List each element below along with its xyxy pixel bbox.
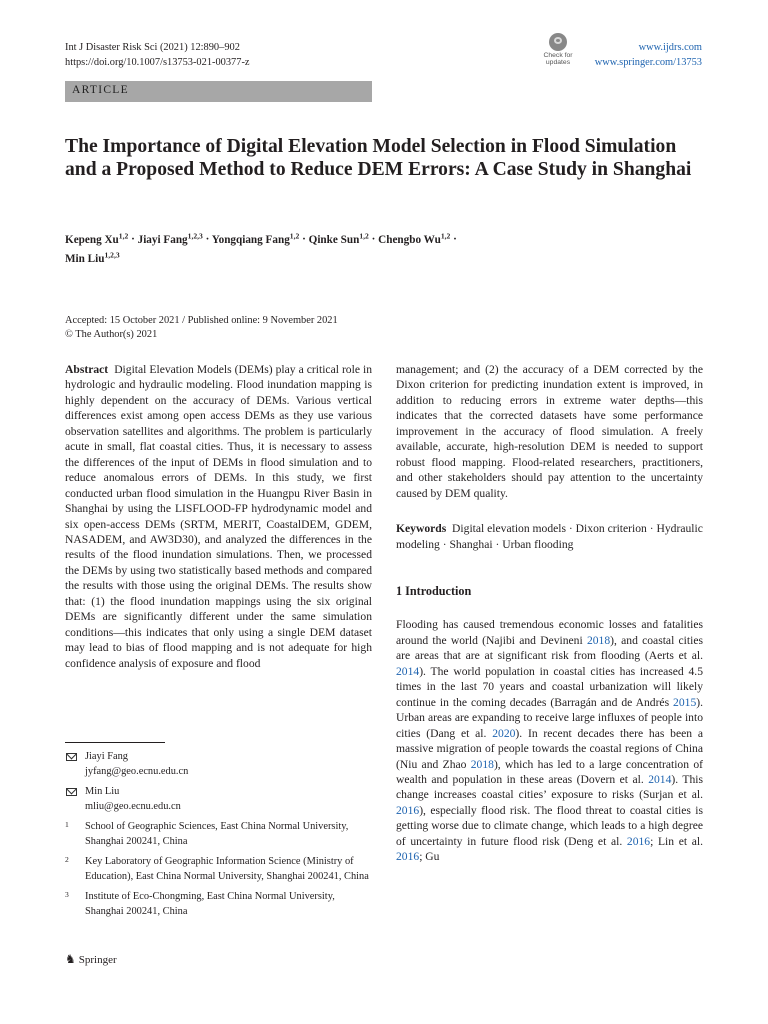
abstract-text-left: Digital Elevation Models (DEMs) play a critical role in hydrologic and hydraulic modeling. Flood inundation mapping is highly dependent on the accuracy of DEMs. Various vertical differences exist among open access DEMs as they use various observation satellites and algorithms. The problem is particularly acute in small, flat coastal cities. Thus, it is necessary to assess the differences of the input of DEMs in flood simulation and to reduce anomalous errors of DEMs. In this study, we first conducted urban flood simulation in the Huangpu River Basin in Shanghai by using the LISFLOOD-FP hydrodynamic model and six open-access DEMs (SRTM, MERIT, CoastalDEM, GDEM, NASADEM, and AW3D30), and analyzed the differences in the results of the flood inundation simulations. Then, we processed the DEMs by using two statistically based methods and compared the results with those using the original DEMs. The results show that: (1) the flood inundation mappings using the six original DEMs are significantly different under the same simulation conditions—this indicates that only using a single DEM dataset may lead to bias of flood mapping and is not adequate for high confidence analysis of exposure and flood [65,363,372,670]
correspondence-1 [65,750,372,779]
author[interactable] [308,231,369,246]
citation-year-link[interactable]: 2016 [396,850,420,864]
abstract-left-column [65,362,372,671]
affiliation-text: School of Geographic Sciences, East China Normal University, Shanghai 200241, China [85,821,349,847]
accepted-published-line: Accepted: 15 October 2021 / Published online: 9 November 2021 [65,315,338,326]
paper-title: The Importance of Digital Elevation Model Selection in Flood Simulation and a Proposed Method to Reduce DEM Errors: A Case Study in Shanghai [65,136,692,180]
author-name: Jiayi Fang [137,233,188,246]
affiliation-number: 1 [65,820,69,829]
citation-year-link[interactable]: 2014 [648,772,672,786]
right-column [396,362,703,865]
author-footnotes [65,750,372,919]
author-name: Min Liu [65,253,105,266]
page-footer [65,952,117,967]
envelope-icon [66,753,77,761]
article-type-label: ARTICLE [72,84,129,96]
author-name: Kepeng Xu [65,233,119,246]
intro-text: ), which has led to a large concentration of wealth and population in these areas (Dovern et al. [396,757,703,786]
footnote-divider [65,742,165,743]
journal-websites [595,40,702,70]
doi-link[interactable]: https://doi.org/10.1007/s13753-021-00377-z [65,57,250,68]
journal-reference: Int J Disaster Risk Sci (2021) 12:890–902 [65,42,240,53]
corresponding-author-email[interactable]: mliu@geo.ecnu.edu.cn [85,800,181,812]
intro-text: ), especially flood risk. The flood threat to coastal cities is getting worse due to climate change, which leads to a high degree of uncertainty in future flood risk (Deng et al. [396,803,703,848]
springer-site-link[interactable]: www.springer.com/13753 [594,57,702,68]
section-heading-introduction: 1 Introduction [396,583,472,598]
author-name: Chengbo Wu [378,233,441,246]
intro-text: ). This change increases coastal cities’ exposure to risks (Surjan et al. [396,772,704,802]
intro-text: ). The world population in coastal cities has increased 4.5 times in the last 70 years and coastal urbanization will likely continue in the coming decades (Barragán and de Andrés [396,664,703,709]
abstract-paragraph [65,362,372,671]
intro-text: ). In recent decades there has been a massive migration of people towards the coastal regions of China (Niu and Zhao [396,726,703,771]
affiliation-2 [65,855,372,884]
author[interactable] [65,250,120,266]
corresponding-author-name: Min Liu [85,786,120,797]
intro-text: ). Urban areas are expanding to receive large influxes of people into cities (Dang et al. [396,695,703,740]
citation-year-link[interactable]: 2016 [396,803,420,817]
publisher-name: Springer [78,954,117,966]
intro-text: ; Lin et al. [650,834,704,848]
author-affiliation-marks: 1,2 [118,231,129,240]
author-affiliation-marks: 1,2,3 [104,250,120,260]
check-for-updates-badge[interactable] [539,33,577,71]
affiliation-text: Key Laboratory of Geographic Information Science (Ministry of Education), East China Normal University, Shanghai 200241, China [85,856,369,882]
author[interactable] [65,231,129,246]
springer-logo-icon: ♞ [65,952,76,966]
citation-year-link[interactable]: 2016 [626,834,651,848]
abstract-text-right: management; and (2) the accuracy of a DEM corrected by the Dixon criterion for predicting inundation extent is improved, in addition to reducing errors in extreme water depths—this indicates that the corrected datasets have some performance improvement in the accuracy of flood simulation. A freely available, accurate, high-resolution DEM is needed to support robust flood mapping. Flood-related researchers, practitioners, and other stakeholders should pay attention to the uncertainty caused by DEM quality. [396,363,703,500]
check-updates-icon [549,33,567,51]
intro-text: ; Gu [419,850,440,864]
affiliation-3 [65,890,372,919]
author-affiliation-marks: 1,2 [440,231,451,240]
corresponding-author-email[interactable]: jyfang@geo.ecnu.edu.cn [85,765,189,777]
citation-year-link[interactable]: 2020 [492,726,516,740]
badge-line-1: Check for [543,52,573,59]
correspondence-2 [65,785,372,814]
envelope-icon [66,788,77,796]
keywords-text: Digital elevation models · Dixon criterion · Hydraulic modeling · Shanghai · Urban flooding [396,522,703,551]
affiliation-number: 3 [65,890,69,899]
copyright-line: © The Author(s) 2021 [65,329,158,340]
author[interactable] [378,231,451,246]
corresponding-author-name: Jiayi Fang [85,751,129,762]
author-affiliation-marks: 1,2 [289,231,300,240]
journal-header [65,40,250,70]
journal-site-link[interactable]: www.ijdrs.com [638,42,702,53]
introduction-paragraph [396,617,703,864]
badge-line-2: updates [545,59,571,67]
citation-year-link[interactable]: 2015 [673,695,697,709]
author-affiliation-marks: 1,2,3 [187,231,203,240]
intro-text: Flooding has caused tremendous economic losses and fatalities around the world (Najibi and Devineni [396,618,703,647]
abstract-label: Abstract [65,363,109,376]
intro-text: ), and coastal cities are areas that are at significant risk from flooding (Aerts et al. [396,633,704,663]
keywords-label: Keywords [396,522,447,536]
citation-year-link[interactable]: 2018 [470,757,494,771]
author-list: Kepeng Xu$^{1,2}$ · Jiayi Fang$^{1,2,3}$ · Yongqiang Fang$^{1,2}$ · Qinke Sun$^{1,2}$ · Chengbo Wu$^{1,2}$ · Min Liu$^{1,2,3}$ [65,231,457,266]
affiliation-text: Institute of Eco-Chongming, East China Normal University, Shanghai 200241, China [85,891,335,917]
author-affiliation-marks: 1,2 [359,231,369,240]
author[interactable] [137,231,203,246]
citation-year-link[interactable]: 2018 [586,633,611,647]
citation-year-link[interactable]: 2014 [396,664,420,678]
author[interactable] [211,231,300,246]
author-name: Yongqiang Fang [211,233,290,246]
affiliation-number: 2 [65,855,69,864]
publication-dates [65,314,338,342]
article-type-bar [65,81,372,102]
author-name: Qinke Sun [308,233,360,246]
affiliation-1 [65,820,372,849]
keywords-paragraph [396,521,703,552]
